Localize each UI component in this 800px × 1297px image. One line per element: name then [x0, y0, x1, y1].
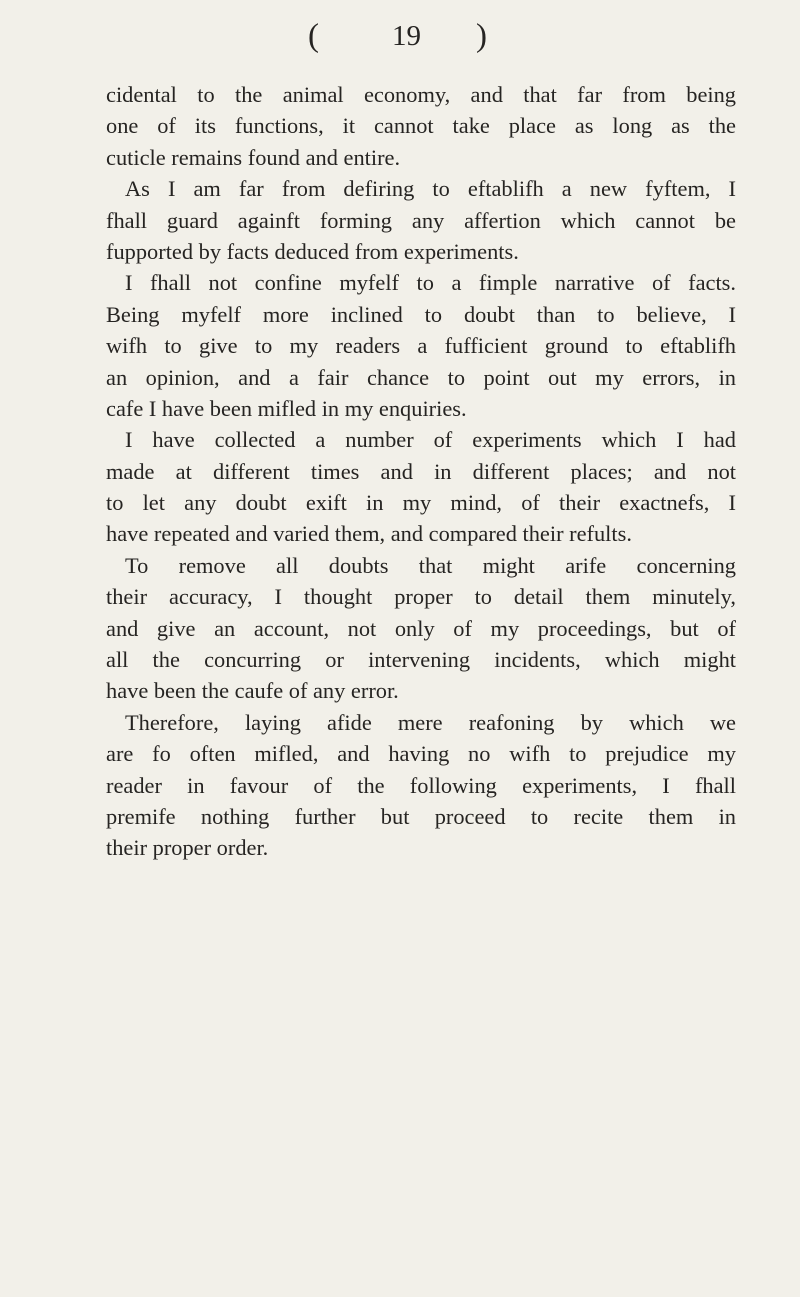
folio-open-paren: ( [308, 18, 319, 54]
text-line: As I am far from defiring to eftablifh a new fyftem, I [125, 176, 736, 202]
text-line: cidental to the animal economy, and that far from being [106, 82, 736, 107]
text-line: cafe I have been mifled in my enquiries. [106, 395, 467, 421]
text-line: Being myfelf more inclined to doubt than to believe, I [106, 301, 736, 327]
text-line: have repeated and varied them, and compared their refults. [106, 521, 632, 547]
text-line: To remove all doubts that might arife concerning [125, 552, 736, 578]
text-line: fupported by facts deduced from experiments. [106, 238, 519, 264]
folio-close-paren: ) [476, 18, 487, 54]
page-number-header [0, 16, 800, 56]
text-line: reader in favour of the following experiments, I fhall [106, 772, 736, 798]
text-line: all the concurring or intervening incidents, which might [106, 647, 736, 673]
text-line: to let any doubt exift in my mind, of their exactnefs, I [106, 490, 736, 516]
text-line: are fo often mifled, and having no wifh to prejudice my [106, 741, 736, 767]
text-line: have been the caufe of any error. [106, 678, 399, 704]
text-line: premife nothing further but proceed to recite them in [106, 803, 736, 829]
text-line: wifh to give to my readers a fufficient ground to eftablifh [106, 333, 736, 359]
text-line: their proper order. [106, 835, 269, 861]
text-line: an opinion, and a fair chance to point out my errors, in [106, 364, 736, 390]
body-text [106, 79, 736, 864]
text-line: Therefore, laying afide mere reafoning by which we [125, 709, 736, 735]
text-line: and give an account, not only of my proceedings, but of [106, 615, 736, 641]
text-line: cuticle remains found and entire. [106, 144, 401, 170]
text-line: I fhall not confine myfelf to a fimple narrative of facts. [125, 270, 736, 296]
page-number: 19 [392, 20, 421, 52]
text-line: made at different times and in different places; and not [106, 458, 736, 484]
text-line: fhall guard againft forming any affertion which cannot be [106, 207, 736, 233]
text-line: one of its functions, it cannot take place as long as the [106, 113, 736, 139]
text-line: I have collected a number of experiments which I had [125, 427, 736, 453]
text-line: their accuracy, I thought proper to detail them minutely, [106, 584, 736, 610]
